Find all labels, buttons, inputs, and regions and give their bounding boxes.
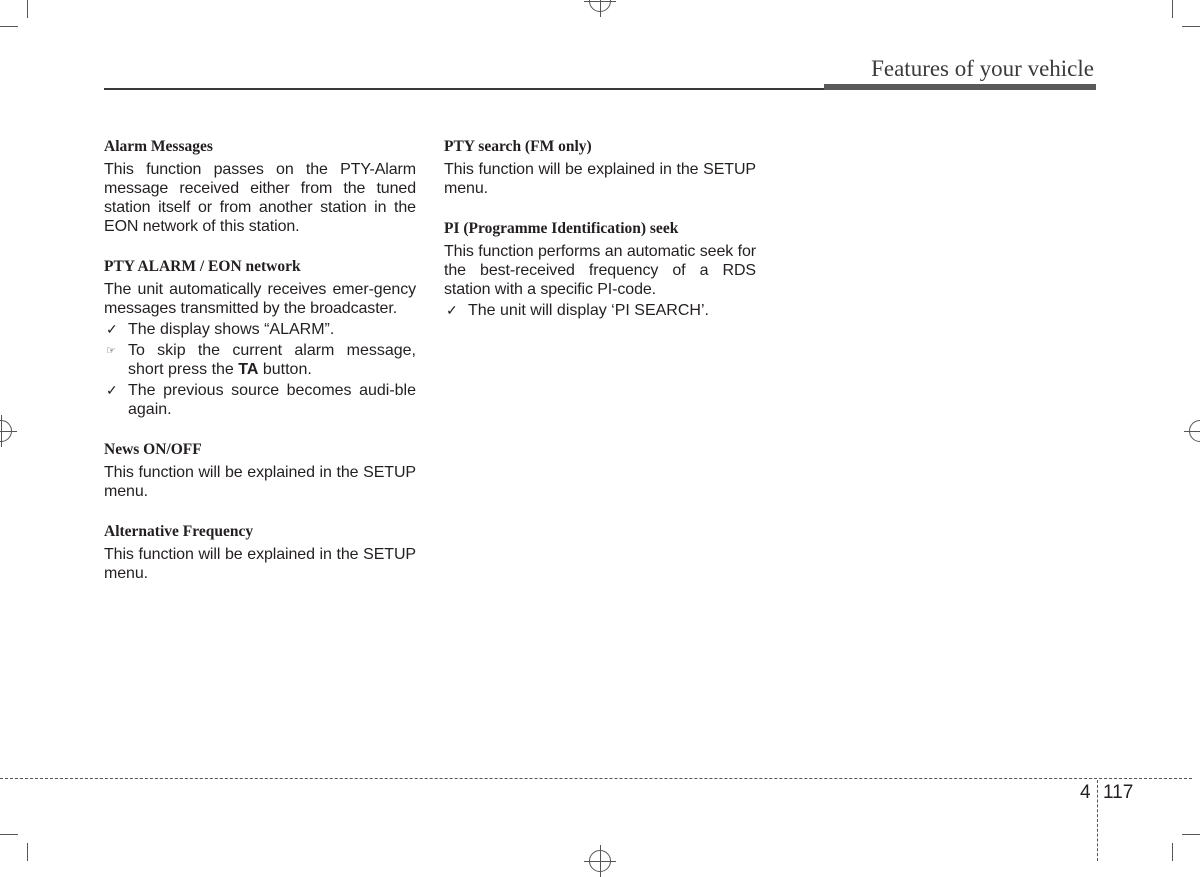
footer-dashed-divider bbox=[1097, 780, 1098, 861]
registration-mark-left bbox=[0, 420, 12, 442]
list-item bbox=[104, 381, 416, 419]
list-item-text-after: button. bbox=[258, 361, 312, 378]
section-body: This function will be explained in the SETUP menu. bbox=[104, 464, 416, 500]
section-body: This function will be explained in the SETUP menu. bbox=[104, 546, 416, 582]
crop-mark-bottom-right-h bbox=[1182, 834, 1200, 835]
page-header bbox=[0, 0, 1200, 100]
section-pty-search bbox=[444, 137, 756, 198]
section-body: This function passes on the PTY-Alarm message received either from the tuned station itself or from another station in the EON network of this station. bbox=[104, 161, 416, 235]
section-body: The unit automatically receives emer-gency messages transmitted by the broadcaster. bbox=[104, 281, 416, 317]
list-item-text: The previous source becomes audi-ble again. bbox=[128, 382, 416, 418]
section-pty-alarm bbox=[104, 257, 416, 419]
section-heading: News ON/OFF bbox=[104, 441, 202, 458]
check-icon: ✓ bbox=[446, 302, 458, 318]
page-number: 117 bbox=[1103, 782, 1134, 803]
footer-dashed-rule bbox=[0, 778, 1192, 779]
list-item bbox=[444, 301, 756, 320]
section-body: This function performs an automatic seek for the best-received frequency of a RDS station with a specific PI-code. bbox=[444, 243, 756, 298]
check-icon: ✓ bbox=[106, 321, 118, 337]
registration-mark-right bbox=[1189, 420, 1200, 442]
crop-mark-bottom-left-v bbox=[27, 843, 28, 861]
section-alternative-frequency bbox=[104, 522, 416, 583]
section-heading: PTY ALARM / EON network bbox=[104, 258, 301, 275]
section-alarm-messages bbox=[104, 137, 416, 236]
left-column bbox=[104, 137, 416, 604]
list-item bbox=[104, 341, 416, 379]
list-item-text-before: To skip the current alarm message, short press the bbox=[128, 342, 416, 378]
section-heading: PI (Programme Identification) seek bbox=[444, 220, 679, 237]
section-heading: Alarm Messages bbox=[104, 138, 213, 155]
registration-mark-bottom bbox=[589, 850, 611, 872]
header-rule-thin bbox=[104, 88, 824, 90]
list-item-text: The unit will display ‘PI SEARCH’. bbox=[468, 302, 709, 319]
right-column bbox=[444, 137, 756, 341]
bullet-list bbox=[104, 320, 416, 419]
section-heading: PTY search (FM only) bbox=[444, 138, 592, 155]
section-news bbox=[104, 440, 416, 501]
list-item bbox=[104, 320, 416, 339]
list-item-text: The display shows “ALARM”. bbox=[128, 321, 335, 338]
section-body: This function will be explained in the SETUP menu. bbox=[444, 161, 756, 197]
section-pi-seek bbox=[444, 219, 756, 320]
check-icon: ✓ bbox=[106, 382, 118, 398]
ta-button-label: TA bbox=[238, 361, 259, 378]
section-heading: Alternative Frequency bbox=[104, 523, 254, 540]
bullet-list bbox=[444, 301, 756, 320]
chapter-number: 4 bbox=[1080, 782, 1091, 803]
header-rule-thick bbox=[824, 84, 1096, 90]
header-title: Features of your vehicle bbox=[871, 56, 1094, 81]
note-icon: ☞ bbox=[106, 345, 116, 357]
crop-mark-bottom-right-v bbox=[1172, 843, 1173, 861]
crop-mark-bottom-left-h bbox=[0, 834, 18, 835]
